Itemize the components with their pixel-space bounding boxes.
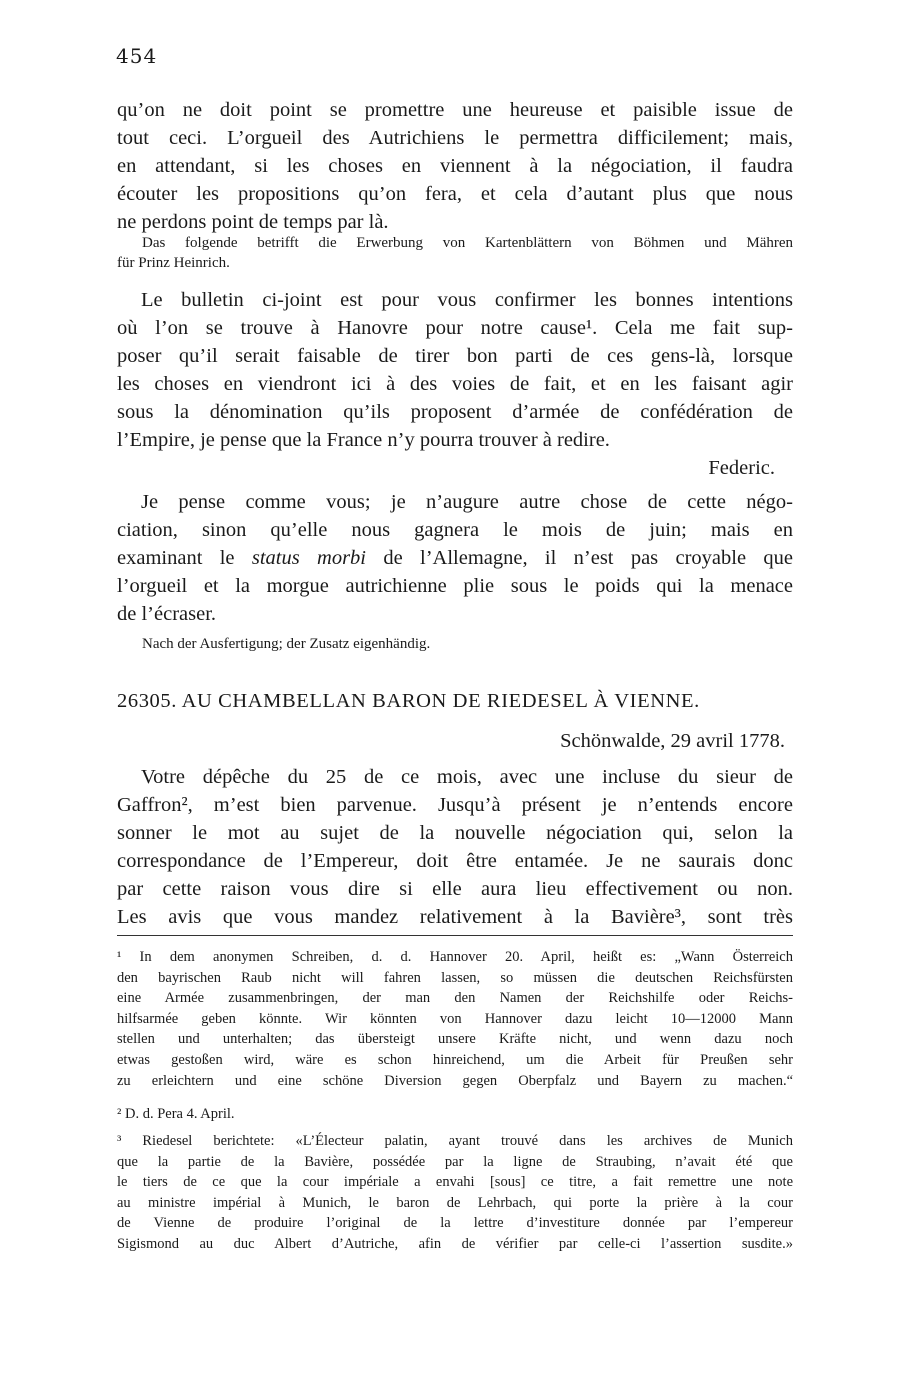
footnote-line: de Vienne de produire l’original de la lettre d’investiture donnée par l’empereur: [117, 1215, 793, 1232]
text-line: Les avis que vous mandez relativement à la Bavière³, sont très: [117, 906, 793, 928]
italic-term: status morbi: [251, 547, 366, 569]
footnote-line: ¹ In dem anonymen Schreiben, d. d. Hannover 20. April, heißt es: „Wann Österreich: [117, 949, 793, 965]
text-line: Je pense comme vous; je n’augure autre chose de cette négo-: [141, 491, 793, 513]
footnote-line: stellen und unterhalten; das übersteigt unsere Kräfte nicht, und wenn dazu noch: [117, 1031, 793, 1048]
text-line: ne perdons point de temps par là.: [117, 211, 389, 233]
footnote-line: que la partie de la Bavière, possédée par la ligne de Straubing, n’avait été que: [117, 1153, 793, 1170]
footnote-line: den bayrischen Raub nicht will fahren lassen, so müssen die deutschen Reichsfürsten: [117, 969, 793, 986]
text-line: ciation, sinon qu’elle nous gagnera le mois de juin; mais en: [117, 519, 793, 541]
footnote-line: au ministre impérial à Munich, le baron de Lehrbach, qui porte la prière à la cour: [117, 1194, 793, 1211]
signature: Federic.: [708, 457, 775, 479]
text-line: de l’écraser.: [117, 603, 217, 625]
text-line: les choses en viendront ici à des voies de fait, et en les faisant agir: [117, 373, 793, 395]
text-line: poser qu’il serait faisable de tirer bon parti de ces gens-là, lorsque: [117, 345, 793, 367]
text-fragment: examinant le: [117, 547, 252, 569]
footnote-divider: [117, 935, 793, 936]
text-line: où l’on se trouve à Hanovre pour notre cause¹. Cela me fait sup-: [117, 317, 793, 339]
footnote-1: [117, 947, 793, 1091]
note-line: Nach der Ausfertigung; der Zusatz eigenhändig.: [142, 636, 431, 652]
footnote-line: hilfsarmée geben könnte. Wir könnten von Hannover dazu leicht 10—12000 Mann: [117, 1010, 793, 1027]
text-line: l’orgueil et la morgue autrichienne plie sous le poids qui la menace: [117, 575, 793, 597]
text-line: Votre dépêche du 25 de ce mois, avec une incluse du sieur de: [141, 766, 793, 788]
text-line: écouter les propositions qu’on fera, et cela d’autant plus que nous: [117, 183, 793, 205]
footnote-line: le tiers de ce que la cour impériale a envahi [sous] ce titre, a fait remettre une note: [117, 1174, 793, 1191]
text-line: par cette raison vous dire si elle aura lieu effectivement ou non.: [117, 878, 793, 900]
text-line: Gaffron², m’est bien parvenue. Jusqu’à présent je n’entends encore: [117, 794, 793, 816]
text-line: [117, 544, 793, 572]
text-line: sous la dénomination qu’ils proposent d’armée de confédération de: [117, 401, 793, 423]
paragraph-addition: [117, 488, 793, 628]
footnote-3: [117, 1131, 793, 1255]
text-line: correspondance de l’Empereur, doit être entamée. Je ne saurais donc: [117, 850, 793, 872]
text-line: tout ceci. L’orgueil des Autrichiens le permettra difficilement; mais,: [117, 127, 793, 149]
page-number: 454: [116, 44, 158, 68]
note-line: für Prinz Heinrich.: [117, 255, 230, 271]
footnote-line: zu erleichtern und eine schöne Diversion gegen Oberpfalz und Bayern zu machen.“: [117, 1072, 793, 1089]
paragraph-letter: [117, 763, 793, 931]
footnote-2: [117, 1104, 793, 1125]
dateline: Schönwalde, 29 avril 1778.: [560, 730, 785, 752]
editorial-note: [117, 634, 793, 654]
text-line: sonner le mot au sujet de la nouvelle négociation qui, selon la: [117, 822, 793, 844]
text-line: qu’on ne doit point se promettre une heureuse et paisible issue de: [117, 99, 793, 121]
letter-heading: 26305. AU CHAMBELLAN BARON DE RIEDESEL À VIENNE.: [117, 690, 700, 712]
text-line: en attendant, si les choses en viennent à la négociation, il faudra: [117, 155, 793, 177]
footnote-line: eine Armée zusammenbringen, der man den Namen der Reichshilfe oder Reichs-: [117, 990, 793, 1007]
text-line: Le bulletin ci-joint est pour vous confirmer les bonnes intentions: [141, 289, 793, 311]
note-line: Das folgende betrifft die Erwerbung von Kartenblättern von Böhmen und Mähren: [142, 235, 793, 251]
footnote-line: etwas gestoßen wird, wäre es schon hinreichend, um die Arbeit für Preußen sehr: [117, 1051, 793, 1068]
text-fragment: de l’Allemagne, il n’est pas croyable que: [366, 547, 793, 569]
paragraph-letter: [117, 286, 793, 482]
editorial-note: [117, 233, 793, 273]
paragraph-continuation: [117, 96, 793, 236]
footnote-line: ³ Riedesel berichtete: «L’Électeur palatin, ayant trouvé dans les archives de Munich: [117, 1133, 793, 1149]
footnote-line: Sigismond au duc Albert d’Autriche, afin de vérifier par celle-ci l’assertion susdite.»: [117, 1235, 793, 1252]
footnote-line: ² D. d. Pera 4. April.: [117, 1106, 235, 1122]
text-line: l’Empire, je pense que la France n’y pourra trouver à redire.: [117, 429, 610, 451]
